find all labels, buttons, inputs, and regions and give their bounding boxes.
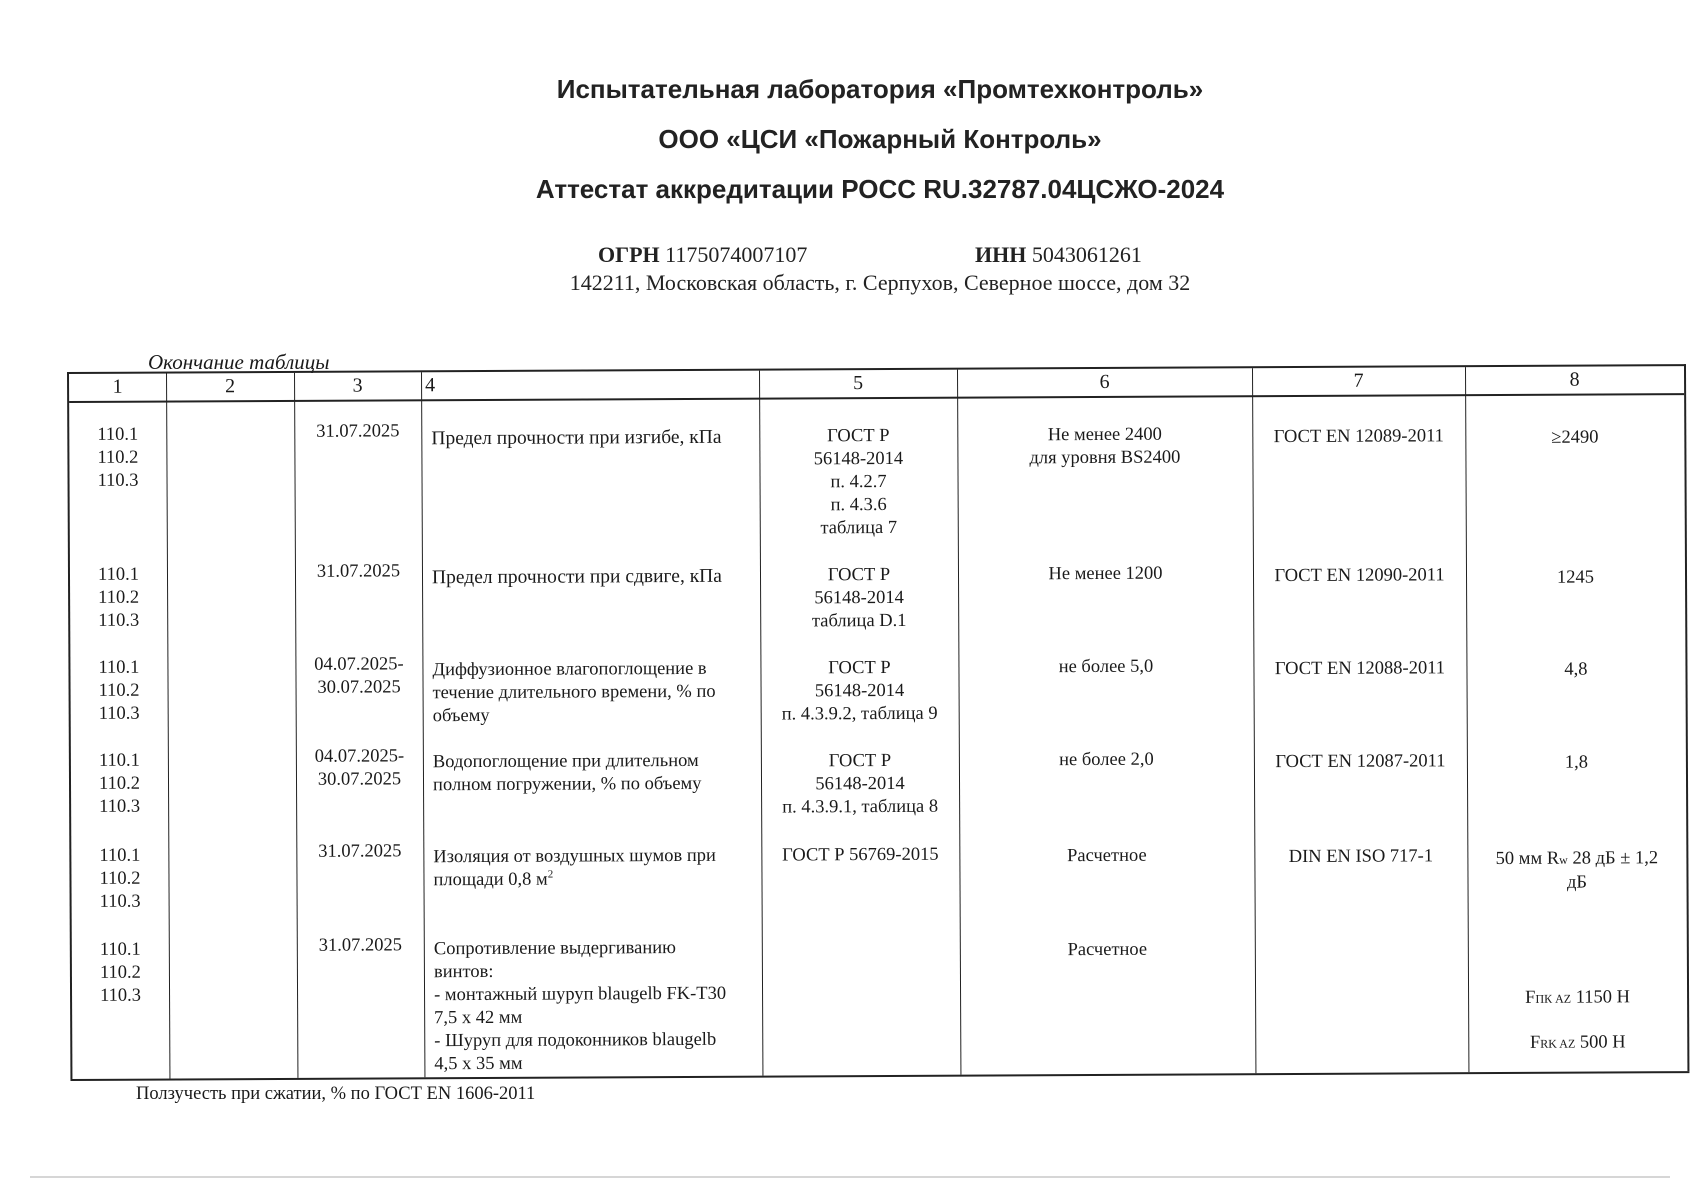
column-number-7: 7	[1353, 369, 1364, 392]
row1-requirement: Не менее 2400 для уровня BS2400	[1029, 424, 1181, 469]
row6-result-2	[1468, 1031, 1687, 1056]
row4-date: 04.07.2025- 30.07.2025	[314, 746, 405, 790]
column-divider	[1465, 367, 1469, 1072]
row4-requirement: не более 2,0	[1059, 749, 1154, 771]
row1-result: ≥2490	[1551, 427, 1599, 448]
accreditation-certificate: Аттестат аккредитации РОСС RU.32787.04ЦСЖО-2024	[535, 174, 1225, 204]
row6-result-1-value: 1150 Н	[1571, 987, 1631, 1008]
row5-result	[1467, 847, 1686, 895]
column-number-2: 2	[225, 375, 236, 398]
row3-samples: 110.1 110.2 110.3	[98, 657, 140, 724]
column-number-1: 1	[112, 375, 123, 398]
row2-result: 1245	[1556, 567, 1595, 588]
row6-samples: 110.1 110.2 110.3	[99, 939, 142, 1006]
row5-result-subscript: w	[1559, 852, 1568, 867]
row5-method: DIN EN ISO 717-1	[1288, 846, 1434, 868]
footnote: Ползучесть при сжатии, % по ГОСТ EN 1606-2011	[136, 1084, 536, 1104]
row6-result-2-subscript: RK AZ	[1540, 1036, 1576, 1051]
row5-date: 31.07.2025	[318, 841, 402, 862]
row2-samples: 110.1 110.2 110.3	[97, 564, 140, 631]
row6-indicator: Сопротивление выдергиванию винтов: - монтажный шуруп blaugelb FK-T30 7,5 х 42 мм - Шуруп для подоконников blaugelb 4,5 х 35 мм	[433, 938, 727, 1075]
column-divider	[421, 372, 425, 1077]
row4-indicator: Водопоглощение при длительном полном погружении, % по объему	[432, 750, 702, 796]
row3-date: 04.07.2025- 30.07.2025	[314, 654, 404, 698]
row3-requirement: не более 5,0	[1058, 656, 1154, 678]
row5-result-prefix: 50 мм R	[1495, 848, 1560, 870]
column-number-5: 5	[853, 372, 864, 395]
row2-date: 31.07.2025	[316, 561, 401, 582]
row1-method: ГОСТ EN 12089-2011	[1273, 426, 1444, 448]
row2-normative-doc: ГОСТ Р 56148-2014 таблица D.1	[811, 564, 907, 632]
table-caption: Окончание таблицы	[148, 350, 330, 374]
column-divider	[1252, 368, 1256, 1073]
row5-result-suffix: 28 дБ ± 1,2 дБ	[1566, 848, 1659, 893]
table-bottom-border	[70, 1071, 1689, 1081]
inn-label: ИНН	[975, 242, 1027, 267]
ogrn-label: ОГРН	[598, 242, 660, 267]
row1-indicator: Предел прочности при изгибе, кПа	[431, 426, 722, 450]
lab-name: Испытательная лаборатория «Промтехконтроль»	[556, 74, 1204, 104]
organization-name: ООО «ЦСИ «Пожарный Контроль»	[658, 124, 1102, 154]
row6-result-1	[1468, 986, 1687, 1011]
row4-result: 1,8	[1564, 752, 1589, 773]
row5-requirement: Расчетное	[1067, 845, 1147, 867]
scan-edge-line	[30, 1176, 1670, 1178]
row4-samples: 110.1 110.2 110.3	[98, 750, 141, 817]
row6-result-1-symbol: F	[1525, 987, 1536, 1008]
row3-indicator: Диффузионное влагопоглощение в течение длительного времени, % по объему	[432, 658, 716, 727]
row1-date: 31.07.2025	[316, 421, 400, 442]
row6-date: 31.07.2025	[318, 935, 402, 956]
row6-requirement: Расчетное	[1067, 939, 1148, 961]
row4-method: ГОСТ EN 12087-2011	[1275, 751, 1446, 773]
row5-normative-doc: ГОСТ Р 56769-2015	[782, 844, 939, 866]
results-table	[67, 364, 1689, 1079]
row2-indicator: Предел прочности при сдвиге, кПа	[431, 565, 722, 589]
column-number-3: 3	[352, 374, 363, 397]
column-number-8: 8	[1569, 368, 1580, 391]
row4-normative-doc: ГОСТ Р 56148-2014 п. 4.3.9.1, таблица 8	[782, 750, 939, 818]
row3-method: ГОСТ EN 12088-2011	[1274, 658, 1446, 680]
address: 142211, Московская область, г. Серпухов, Северное шоссе, дом 32	[569, 270, 1191, 295]
row3-normative-doc: ГОСТ Р 56148-2014 п. 4.3.9.2, таблица 9	[781, 657, 938, 725]
row1-normative-doc: ГОСТ Р 56148-2014 п. 4.2.7 п. 4.3.6 таблица 7	[813, 425, 904, 539]
row6-result-2-value: 500 Н	[1575, 1032, 1626, 1053]
row5-samples: 110.1 110.2 110.3	[99, 845, 141, 912]
inn-value: 5043061261	[1031, 242, 1142, 267]
row5-indicator-text: Изоляция от воздушных шумов при площади 0,8 м	[433, 845, 716, 891]
column-divider	[294, 373, 298, 1078]
ogrn	[598, 242, 807, 268]
row2-method: ГОСТ EN 12090-2011	[1274, 565, 1445, 587]
row5-indicator	[433, 845, 758, 893]
row2-requirement: Не менее 1200	[1048, 563, 1163, 585]
row5-indicator-superscript: 2	[547, 868, 554, 881]
column-number-6: 6	[1099, 370, 1110, 393]
inn	[975, 242, 1142, 268]
row6-result-1-subscript: ПК AZ	[1535, 991, 1572, 1006]
row3-result: 4,8	[1564, 659, 1588, 680]
column-number-4: 4	[425, 374, 436, 397]
row6-result-2-symbol: F	[1529, 1032, 1541, 1053]
ogrn-value: 1175074007107	[665, 242, 808, 267]
row1-samples: 110.1 110.2 110.3	[97, 424, 139, 491]
